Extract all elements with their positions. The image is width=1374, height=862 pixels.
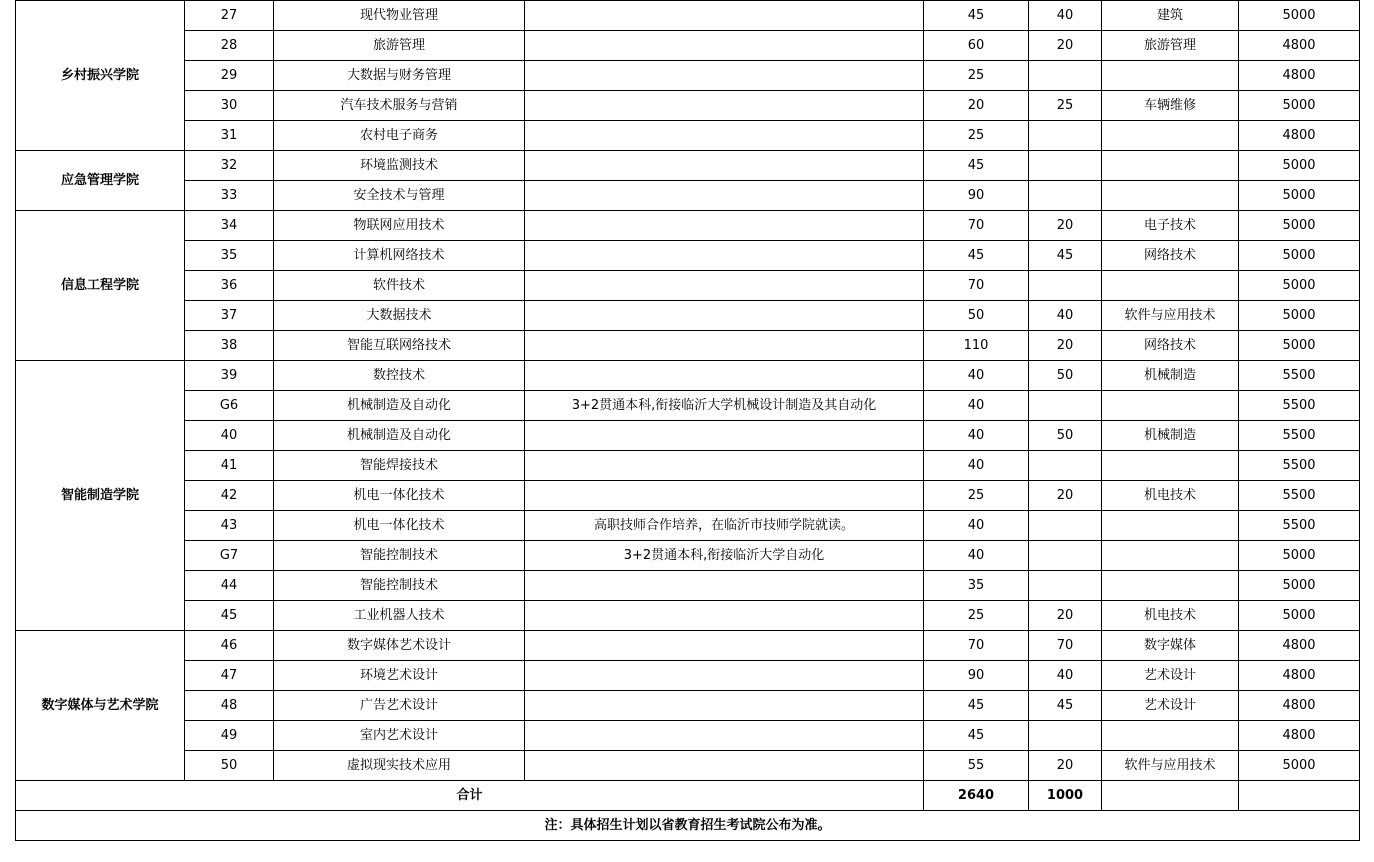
major-name-cell: 机械制造及自动化 <box>274 391 525 421</box>
transfer-category-cell: 机电技术 <box>1102 481 1239 511</box>
remark-cell <box>525 451 924 481</box>
major-code-cell: 30 <box>185 91 274 121</box>
major-code-cell: 39 <box>185 361 274 391</box>
remark-cell: 3+2贯通本科,衔接临沂大学自动化 <box>525 541 924 571</box>
enrollment-plan-table <box>15 0 1360 841</box>
transfer-count-cell <box>1029 181 1102 211</box>
major-code-cell: 37 <box>185 301 274 331</box>
tuition-fee-cell: 4800 <box>1239 121 1360 151</box>
major-name-cell: 大数据技术 <box>274 301 525 331</box>
major-name-cell: 环境艺术设计 <box>274 661 525 691</box>
transfer-category-cell: 网络技术 <box>1102 331 1239 361</box>
transfer-category-cell: 机电技术 <box>1102 601 1239 631</box>
tuition-fee-cell: 5000 <box>1239 751 1360 781</box>
plan-count-cell: 90 <box>924 661 1029 691</box>
plan-count-cell: 110 <box>924 331 1029 361</box>
table-row <box>16 211 1360 241</box>
transfer-count-cell <box>1029 121 1102 151</box>
transfer-count-cell: 20 <box>1029 601 1102 631</box>
transfer-category-cell: 机械制造 <box>1102 421 1239 451</box>
major-code-cell: G7 <box>185 541 274 571</box>
major-code-cell: G6 <box>185 391 274 421</box>
plan-count-cell: 40 <box>924 391 1029 421</box>
table-row <box>16 751 1360 781</box>
plan-count-cell: 50 <box>924 301 1029 331</box>
major-code-cell: 43 <box>185 511 274 541</box>
major-code-cell: 31 <box>185 121 274 151</box>
total-row <box>16 781 1360 811</box>
tuition-fee-cell: 5000 <box>1239 211 1360 241</box>
transfer-count-cell: 45 <box>1029 691 1102 721</box>
remark-cell <box>525 91 924 121</box>
table-row <box>16 121 1360 151</box>
table-row <box>16 331 1360 361</box>
transfer-category-cell <box>1102 541 1239 571</box>
tuition-fee-cell: 5500 <box>1239 361 1360 391</box>
major-code-cell: 45 <box>185 601 274 631</box>
major-name-cell: 数字媒体艺术设计 <box>274 631 525 661</box>
transfer-count-cell: 45 <box>1029 241 1102 271</box>
tuition-fee-cell: 5500 <box>1239 481 1360 511</box>
plan-count-cell: 45 <box>924 691 1029 721</box>
major-name-cell: 智能焊接技术 <box>274 451 525 481</box>
tuition-fee-cell: 5000 <box>1239 1 1360 31</box>
transfer-count-cell: 25 <box>1029 91 1102 121</box>
plan-count-cell: 45 <box>924 721 1029 751</box>
major-code-cell: 47 <box>185 661 274 691</box>
major-name-cell: 软件技术 <box>274 271 525 301</box>
major-name-cell: 室内艺术设计 <box>274 721 525 751</box>
transfer-category-cell: 车辆维修 <box>1102 91 1239 121</box>
transfer-category-cell: 数字媒体 <box>1102 631 1239 661</box>
major-name-cell: 数控技术 <box>274 361 525 391</box>
tuition-fee-cell: 5000 <box>1239 271 1360 301</box>
transfer-category-cell <box>1102 181 1239 211</box>
table-row <box>16 661 1360 691</box>
plan-count-cell: 45 <box>924 151 1029 181</box>
transfer-category-cell: 建筑 <box>1102 1 1239 31</box>
major-code-cell: 29 <box>185 61 274 91</box>
major-name-cell: 智能控制技术 <box>274 541 525 571</box>
transfer-count-cell <box>1029 451 1102 481</box>
transfer-category-cell <box>1102 511 1239 541</box>
remark-cell <box>525 631 924 661</box>
plan-count-cell: 45 <box>924 1 1029 31</box>
major-name-cell: 虚拟现实技术应用 <box>274 751 525 781</box>
remark-cell <box>525 331 924 361</box>
transfer-count-cell <box>1029 541 1102 571</box>
remark-cell <box>525 481 924 511</box>
transfer-category-cell <box>1102 271 1239 301</box>
transfer-category-cell <box>1102 451 1239 481</box>
remark-cell <box>525 661 924 691</box>
major-code-cell: 41 <box>185 451 274 481</box>
transfer-category-cell: 艺术设计 <box>1102 661 1239 691</box>
table-row <box>16 301 1360 331</box>
transfer-category-cell <box>1102 571 1239 601</box>
plan-count-cell: 40 <box>924 511 1029 541</box>
transfer-category-cell <box>1102 61 1239 91</box>
tuition-fee-cell: 4800 <box>1239 721 1360 751</box>
table-row <box>16 721 1360 751</box>
remark-cell <box>525 421 924 451</box>
transfer-count-cell: 20 <box>1029 31 1102 61</box>
transfer-count-cell: 40 <box>1029 661 1102 691</box>
remark-cell: 高职技师合作培养，在临沂市技师学院就读。 <box>525 511 924 541</box>
major-code-cell: 33 <box>185 181 274 211</box>
tuition-fee-cell: 5500 <box>1239 451 1360 481</box>
table-row <box>16 31 1360 61</box>
transfer-count-cell: 40 <box>1029 1 1102 31</box>
major-name-cell: 计算机网络技术 <box>274 241 525 271</box>
major-code-cell: 38 <box>185 331 274 361</box>
plan-count-cell: 25 <box>924 481 1029 511</box>
major-name-cell: 物联网应用技术 <box>274 211 525 241</box>
plan-count-cell: 45 <box>924 241 1029 271</box>
college-name-cell: 应急管理学院 <box>16 151 185 211</box>
college-name-cell: 信息工程学院 <box>16 211 185 361</box>
plan-count-cell: 40 <box>924 421 1029 451</box>
transfer-count-cell <box>1029 571 1102 601</box>
major-name-cell: 工业机器人技术 <box>274 601 525 631</box>
plan-count-cell: 70 <box>924 631 1029 661</box>
footnote: 注：具体招生计划以省教育招生考试院公布为准。 <box>16 811 1360 841</box>
transfer-category-cell: 软件与应用技术 <box>1102 751 1239 781</box>
transfer-category-cell <box>1102 121 1239 151</box>
tuition-fee-cell: 5500 <box>1239 391 1360 421</box>
transfer-count-cell: 40 <box>1029 301 1102 331</box>
table-row <box>16 691 1360 721</box>
tuition-fee-cell: 5000 <box>1239 151 1360 181</box>
remark-cell <box>525 31 924 61</box>
tuition-fee-cell: 4800 <box>1239 631 1360 661</box>
total-transfer-count: 1000 <box>1029 781 1102 811</box>
tuition-fee-cell: 5500 <box>1239 511 1360 541</box>
transfer-count-cell <box>1029 61 1102 91</box>
tuition-fee-cell: 5000 <box>1239 301 1360 331</box>
table-row <box>16 151 1360 181</box>
transfer-count-cell <box>1029 511 1102 541</box>
plan-count-cell: 60 <box>924 31 1029 61</box>
major-name-cell: 智能控制技术 <box>274 571 525 601</box>
transfer-category-cell: 网络技术 <box>1102 241 1239 271</box>
table-row <box>16 91 1360 121</box>
transfer-count-cell <box>1029 721 1102 751</box>
major-name-cell: 机电一体化技术 <box>274 481 525 511</box>
major-code-cell: 49 <box>185 721 274 751</box>
table-row <box>16 631 1360 661</box>
major-name-cell: 机电一体化技术 <box>274 511 525 541</box>
major-code-cell: 27 <box>185 1 274 31</box>
tuition-fee-cell: 5000 <box>1239 241 1360 271</box>
major-name-cell: 旅游管理 <box>274 31 525 61</box>
transfer-category-cell <box>1102 391 1239 421</box>
table-body <box>16 1 1360 841</box>
remark-cell <box>525 571 924 601</box>
plan-count-cell: 25 <box>924 601 1029 631</box>
remark-cell <box>525 1 924 31</box>
tuition-fee-cell: 5000 <box>1239 181 1360 211</box>
remark-cell <box>525 751 924 781</box>
table-row <box>16 61 1360 91</box>
transfer-count-cell <box>1029 151 1102 181</box>
tuition-fee-cell: 5500 <box>1239 421 1360 451</box>
total-plan-count: 2640 <box>924 781 1029 811</box>
plan-count-cell: 40 <box>924 541 1029 571</box>
plan-count-cell: 70 <box>924 271 1029 301</box>
transfer-count-cell: 50 <box>1029 361 1102 391</box>
transfer-count-cell: 20 <box>1029 211 1102 241</box>
transfer-count-cell: 20 <box>1029 751 1102 781</box>
footnote-row <box>16 811 1360 841</box>
major-code-cell: 34 <box>185 211 274 241</box>
table-row <box>16 571 1360 601</box>
plan-count-cell: 70 <box>924 211 1029 241</box>
transfer-category-cell: 电子技术 <box>1102 211 1239 241</box>
major-code-cell: 44 <box>185 571 274 601</box>
tuition-fee-cell: 4800 <box>1239 691 1360 721</box>
remark-cell <box>525 601 924 631</box>
transfer-count-cell: 20 <box>1029 481 1102 511</box>
college-name-cell: 乡村振兴学院 <box>16 1 185 151</box>
major-code-cell: 50 <box>185 751 274 781</box>
transfer-category-cell: 软件与应用技术 <box>1102 301 1239 331</box>
transfer-category-cell: 旅游管理 <box>1102 31 1239 61</box>
college-name-cell: 数字媒体与艺术学院 <box>16 631 185 781</box>
total-empty-cell <box>1102 781 1239 811</box>
major-code-cell: 46 <box>185 631 274 661</box>
remark-cell <box>525 211 924 241</box>
plan-count-cell: 25 <box>924 61 1029 91</box>
plan-count-cell: 20 <box>924 91 1029 121</box>
major-name-cell: 机械制造及自动化 <box>274 421 525 451</box>
major-code-cell: 32 <box>185 151 274 181</box>
table-row <box>16 1 1360 31</box>
remark-cell <box>525 61 924 91</box>
plan-count-cell: 25 <box>924 121 1029 151</box>
tuition-fee-cell: 5000 <box>1239 541 1360 571</box>
table-row <box>16 361 1360 391</box>
major-name-cell: 农村电子商务 <box>274 121 525 151</box>
major-code-cell: 36 <box>185 271 274 301</box>
major-name-cell: 智能互联网络技术 <box>274 331 525 361</box>
major-code-cell: 35 <box>185 241 274 271</box>
transfer-count-cell: 70 <box>1029 631 1102 661</box>
transfer-count-cell <box>1029 391 1102 421</box>
tuition-fee-cell: 4800 <box>1239 661 1360 691</box>
major-name-cell: 环境监测技术 <box>274 151 525 181</box>
total-label: 合计 <box>16 781 924 811</box>
plan-count-cell: 35 <box>924 571 1029 601</box>
remark-cell <box>525 301 924 331</box>
transfer-category-cell <box>1102 151 1239 181</box>
plan-count-cell: 90 <box>924 181 1029 211</box>
tuition-fee-cell: 4800 <box>1239 31 1360 61</box>
remark-cell <box>525 121 924 151</box>
remark-cell <box>525 691 924 721</box>
table-row <box>16 601 1360 631</box>
transfer-category-cell: 机械制造 <box>1102 361 1239 391</box>
tuition-fee-cell: 5000 <box>1239 91 1360 121</box>
transfer-category-cell: 艺术设计 <box>1102 691 1239 721</box>
tuition-fee-cell: 5000 <box>1239 601 1360 631</box>
tuition-fee-cell: 5000 <box>1239 571 1360 601</box>
remark-cell <box>525 721 924 751</box>
table-row <box>16 481 1360 511</box>
table-row <box>16 421 1360 451</box>
remark-cell <box>525 241 924 271</box>
major-name-cell: 广告艺术设计 <box>274 691 525 721</box>
table-row <box>16 271 1360 301</box>
major-name-cell: 现代物业管理 <box>274 1 525 31</box>
major-name-cell: 安全技术与管理 <box>274 181 525 211</box>
major-code-cell: 28 <box>185 31 274 61</box>
transfer-count-cell <box>1029 271 1102 301</box>
tuition-fee-cell: 4800 <box>1239 61 1360 91</box>
table-row <box>16 241 1360 271</box>
transfer-category-cell <box>1102 721 1239 751</box>
remark-cell <box>525 181 924 211</box>
table-row <box>16 451 1360 481</box>
transfer-count-cell: 20 <box>1029 331 1102 361</box>
plan-count-cell: 40 <box>924 451 1029 481</box>
college-name-cell: 智能制造学院 <box>16 361 185 631</box>
table-row <box>16 181 1360 211</box>
tuition-fee-cell: 5000 <box>1239 331 1360 361</box>
plan-count-cell: 40 <box>924 361 1029 391</box>
table-row <box>16 511 1360 541</box>
remark-cell <box>525 271 924 301</box>
total-empty-cell <box>1239 781 1360 811</box>
table-row <box>16 391 1360 421</box>
major-code-cell: 42 <box>185 481 274 511</box>
plan-count-cell: 55 <box>924 751 1029 781</box>
transfer-count-cell: 50 <box>1029 421 1102 451</box>
remark-cell: 3+2贯通本科,衔接临沂大学机械设计制造及其自动化 <box>525 391 924 421</box>
major-name-cell: 大数据与财务管理 <box>274 61 525 91</box>
remark-cell <box>525 361 924 391</box>
major-code-cell: 40 <box>185 421 274 451</box>
major-name-cell: 汽车技术服务与营销 <box>274 91 525 121</box>
remark-cell <box>525 151 924 181</box>
table-row <box>16 541 1360 571</box>
major-code-cell: 48 <box>185 691 274 721</box>
